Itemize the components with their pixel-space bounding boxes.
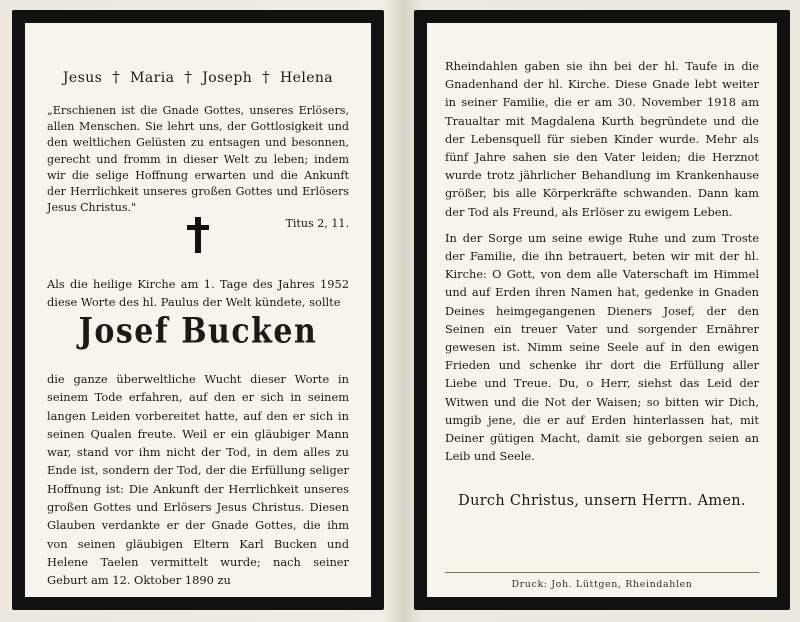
prayer-paragraph: In der Sorge um seine ewige Ruhe und zum Troste der Familie, die ihn betrauert, beten wir mit der hl. Kirche: O Gott, von dem alle Vaterschaft im Himmel und auf Erden ihren Namen hat, gedenke in Gnaden Deines heimgegangenen Dieners Josef, der den Seinen ein treuer Vater und sorgender Ernährer gewesen ist. Nimm seine Seele auf in den ewigen Frieden und schenke ihr dort die Erfüllung aller Liebe und Treue. Du, o Herr, siehst das Leid der Witwen und die Not der Waisen; so bitten wir Dich, umgib jene, die er auf Erden hinterlassen hat, mit Deiner gütigen Macht, damit sie geborgen seien an Leib und Seele. <box>445 230 759 464</box>
separator-cross-icon: † <box>112 68 121 86</box>
latin-cross-icon <box>187 217 209 253</box>
closing-line: Durch Christus, unsern Herrn. Amen. <box>458 493 746 509</box>
name-helena: Helena <box>280 70 334 86</box>
scripture-quote <box>47 103 349 233</box>
life-paragraph: Rheindahlen gaben sie ihn bei der hl. Taufe in die Gnadenhand der hl. Kirche. Diese Gnade lebt weiter in seiner Familie, die er am 30. November 1918 am Traualtar mit Magdalena Kurth begründete und die der Lebensquell für sieben Kinder wurde. Mehr als fünf Jahre sahen sie den Vater leiden; die Herznot wurde trotz jährlicher Behandlung im Krankenhause größer, bis alle Körperkräfte schwanden. Dann kam der Tod als Freund, als Erlöser zu ewigem Leben. <box>445 59 759 219</box>
cross-horizontal-bar <box>187 225 209 230</box>
left-body-text: die ganze überweltliche Wucht dieser Worte in seinem Tode erfahren, auf den er sich in seinem langen Leiden vorbereitet hatte, auf den er sich in seinen Qualen freute. Weil er ein gläubiger Mann war, stand vor ihm nicht der Tod, in dem alles zu Ende ist, sondern der Tod, der die Erfüllung seliger Hoffnung ist: Die Ankunft der Herrlichkeit unseres großen Gottes und Erlösers Jesus Christus. Diesen Glauben verdankte er der Gnade Gottes, die ihm von seinen gläubigen Eltern Karl Bucken und Helene Taelen vermittelt wurde; nach seiner Geburt am 12. Oktober 1890 zu <box>47 372 349 588</box>
card-left-content <box>47 23 349 597</box>
printer-credit: Druck: Joh. Lüttgen, Rheindahlen <box>511 579 693 590</box>
cross-vertical-bar <box>195 217 201 253</box>
name-joseph: Joseph <box>202 70 253 86</box>
scripture-citation: Titus 2, 11. <box>285 217 349 231</box>
separator-cross-icon: † <box>262 68 271 86</box>
name-maria: Maria <box>130 70 175 86</box>
footer-divider <box>445 572 759 573</box>
memorial-card-right <box>414 10 790 610</box>
scripture-quote-text: „Erschienen ist die Gnade Gottes, unseres Erlösers, allen Menschen. Sie lehrt uns, der Gottlosigkeit und den weltlichen Gelüsten zu entsagen und besonnen, gerecht und fromm in dieser Welt zu leben; indem wir die selige Hoffnung erwarten und die Ankunft der Herrlichkeit unseres großen Gottes und Erlösers Jesus Christus." <box>47 104 349 215</box>
holy-names-line <box>47 68 349 87</box>
memorial-card-left <box>12 10 384 610</box>
separator-cross-icon: † <box>184 68 193 86</box>
card-left-paper <box>25 23 371 597</box>
card-right-content <box>445 57 759 473</box>
deceased-name: Josef Bucken <box>78 311 318 352</box>
intro-text: Als die heilige Kirche am 1. Tage des Jahres 1952 diese Worte des hl. Paulus der Welt kündete, sollte <box>47 277 349 310</box>
name-jesus: Jesus <box>62 70 103 86</box>
card-right-paper <box>427 23 777 597</box>
